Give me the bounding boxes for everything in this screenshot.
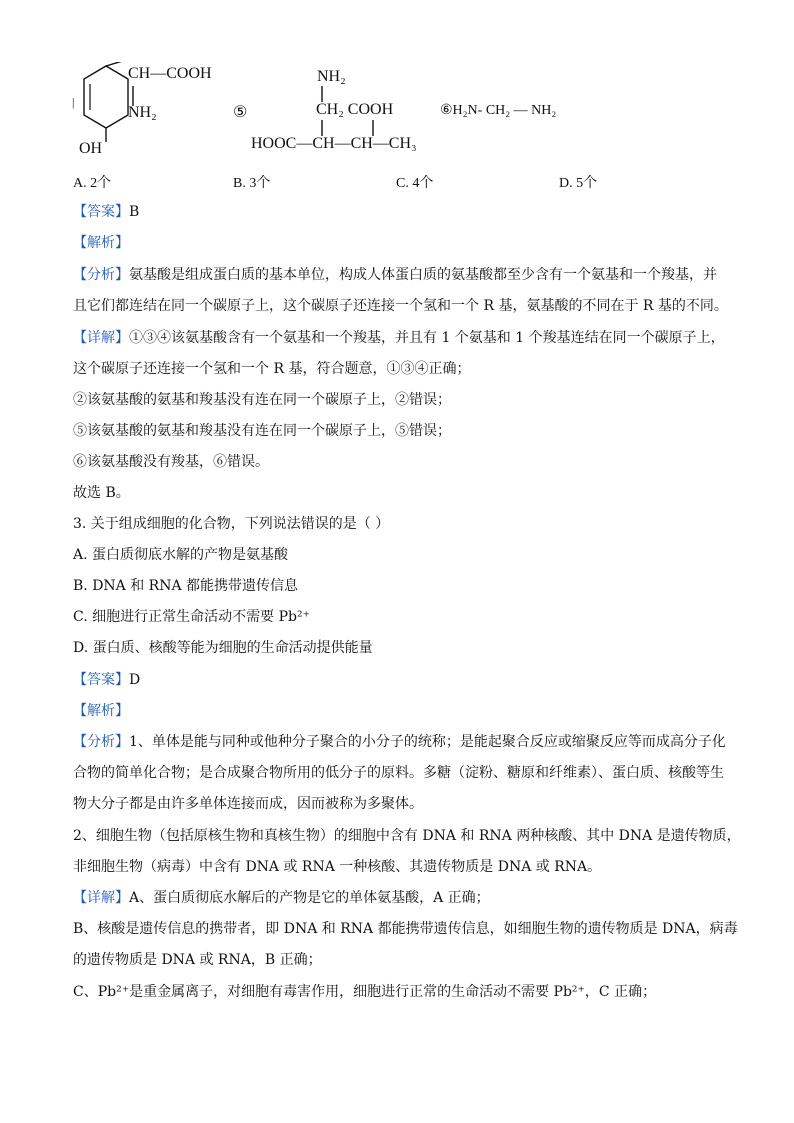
q3-stem: 3. 关于组成细胞的化合物，下列说法错误的是（ ）	[73, 516, 390, 532]
q3-detail-line-3: 的遗传物质是 DNA 或 RNA，B 正确；	[73, 952, 322, 968]
q3-answer-tag: 【答案】	[73, 672, 129, 688]
structure-1-left-mark: |	[72, 95, 75, 109]
structure-5-number: ⑤	[233, 104, 248, 121]
structure-5-bond-top	[320, 86, 324, 102]
q2-detail-line-2: 这个碳原子还连接一个氢和一个 R 基，符合题意，①③④正确；	[73, 361, 471, 377]
q3-detail-line-1: 【详解】A、蛋白质彻底水解后的产物是它的单体氨基酸，A 正确；	[73, 890, 490, 906]
structure-5-bottom: HOOC—CH—CH—CH₃	[251, 135, 417, 152]
q3-fenxi-line-5: 非细胞生物（病毒）中含有 DNA 或 RNA 一种核酸、其遗传物质是 DNA 或 RNA。	[73, 859, 602, 875]
structure-1-bond	[131, 86, 135, 106]
q3-fenxi-line-1: 【分析】1、单体是能与同种或他种分子聚合的小分子的统称；是能起聚合反应或缩聚反应等而成高分子化	[73, 734, 726, 750]
q2-analysis-heading: 【解析】	[73, 235, 129, 251]
structure-1-amino: NH₂	[128, 104, 157, 121]
q2-detail-line-5: ⑥该氨基酸没有羧基，⑥错误。	[73, 454, 269, 470]
structure-6-formula: ⑥H₂N- CH₂ — NH₂	[440, 103, 557, 118]
q2-option-d: D. 5个	[559, 176, 598, 191]
benzene-ring	[76, 62, 136, 144]
structure-5-top: NH₂	[317, 68, 346, 85]
q2-answer-value: B	[129, 204, 140, 220]
q3-answer-line	[73, 670, 140, 690]
q3-option-d: D. 蛋白质、核酸等能为细胞的生命活动提供能量	[73, 640, 373, 656]
structure-5-bonds-lower	[318, 120, 378, 136]
q2-detail-line-4: ⑤该氨基酸的氨基和羧基没有连在同一个碳原子上，⑤错误；	[73, 423, 451, 439]
q2-answer-line	[73, 202, 139, 222]
q2-detail-line-3: ②该氨基酸的氨基和羧基没有连在同一个碳原子上，②错误；	[73, 392, 451, 408]
q3-option-c: C. 细胞进行正常生命活动不需要 Pb²⁺	[73, 609, 310, 625]
q3-fenxi-line-2: 合物的简单化合物；是合成聚合物所用的低分子的原料。多糖（淀粉、糖原和纤维素）、蛋白质、核酸等生	[73, 765, 724, 781]
q3-option-a: A. 蛋白质彻底水解的产物是氨基酸	[73, 547, 289, 563]
q3-detail-line-2: B、核酸是遗传信息的携带者，即 DNA 和 RNA 都能携带遗传信息，如细胞生物的遗传物质是 DNA，病毒	[73, 921, 738, 937]
q2-conclusion: 故选 B。	[73, 485, 130, 501]
q3-option-b: B. DNA 和 RNA 都能携带遗传信息	[73, 578, 299, 594]
q2-fenxi-line-2: 且它们都连结在同一个碳原子上，这个碳原子还连接一个氢和一个 R 基，氨基酸的不同在于 R 基的不同。	[73, 298, 728, 314]
q3-fenxi-line-4: 2、细胞生物（包括原核生物和真核生物）的细胞中含有 DNA 和 RNA 两种核酸、其中 DNA 是遗传物质，	[73, 828, 741, 844]
q3-fenxi-line-3: 物大分子都是由许多单体连接而成，因而被称为多聚体。	[73, 796, 423, 812]
structure-1-chain: CH—COOH	[128, 65, 212, 82]
q2-option-c: C. 4个	[396, 176, 434, 191]
q3-detail-line-4: C、Pb²⁺是重金属离子，对细胞有毒害作用，细胞进行正常的生命活动不需要 Pb²⁺，C 正确；	[73, 984, 657, 1000]
structure-5-middle: CH₂ COOH	[316, 101, 394, 118]
q2-fenxi-line-1: 【分析】氨基酸是组成蛋白质的基本单位，构成人体蛋白质的氨基酸都至少含有一个氨基和一个羧基，并	[73, 267, 717, 283]
q2-option-a: A. 2个	[73, 176, 112, 191]
q3-analysis-heading: 【解析】	[73, 703, 129, 719]
q2-answer-tag: 【答案】	[73, 204, 129, 220]
q2-option-b: B. 3个	[233, 176, 271, 191]
q3-answer-value: D	[129, 672, 141, 688]
q2-detail-line-1: 【详解】①③④该氨基酸含有一个氨基和一个羧基，并且有 1 个氨基和 1 个羧基连结在同一个碳原子上，	[73, 330, 725, 346]
structure-1-hydroxyl: OH	[79, 140, 103, 157]
